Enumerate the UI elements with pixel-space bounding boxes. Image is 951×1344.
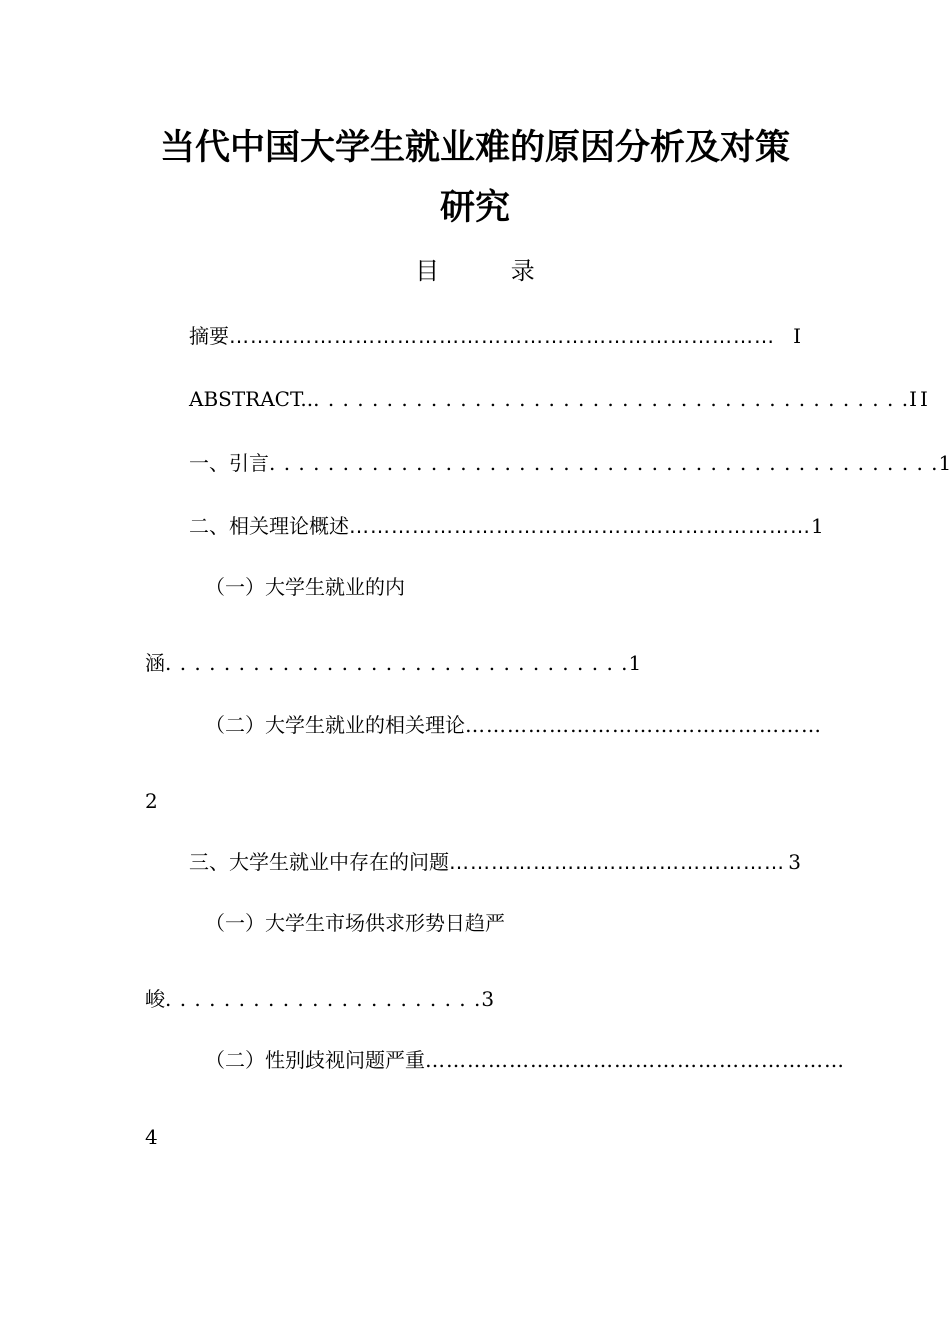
toc-leader-dots: …………………………………………… <box>465 713 822 737</box>
toc-entry-employment-theory-page[interactable] <box>145 788 158 814</box>
toc-entry-label: 三、大学生就业中存在的问题 <box>189 850 449 874</box>
toc-entry-gender-discrimination-page[interactable] <box>145 1124 158 1150</box>
toc-entry-label: （一）大学生市场供求形势日趋严 <box>205 911 505 935</box>
toc-page-number: 2 <box>145 789 158 813</box>
toc-page-number: 1 <box>811 514 824 538</box>
toc-entry-label: 二、相关理论概述 <box>189 514 349 538</box>
toc-page-number: 3 <box>788 850 801 874</box>
toc-entry-label: 摘要 <box>189 324 229 348</box>
toc-entry-supply-demand-cont[interactable] <box>145 986 494 1012</box>
toc-page-number: II <box>909 387 931 411</box>
toc-leader-dots: ………………………………………… <box>449 850 785 874</box>
toc-leader-dots: ………………………………………………………… <box>349 514 811 538</box>
toc-leader-dots: . . . . . . . . . . . . . . . . . . . . . . . . . . . . . . . . . . . . . . . . . <box>313 387 910 411</box>
toc-entry-introduction[interactable] <box>189 450 951 476</box>
document-title-line2: 研究 <box>439 188 510 228</box>
toc-entry-abstract-en[interactable] <box>189 386 931 412</box>
document-title-line1: 当代中国大学生就业难的原因分析及对策 <box>159 128 790 168</box>
toc-entry-label-cont: 涵 <box>145 651 165 675</box>
toc-leader-dots: …………………………………………………… <box>425 1048 845 1072</box>
toc-entry-label: ABSTRACT.. <box>189 387 314 411</box>
toc-page-number: 4 <box>145 1125 158 1149</box>
toc-leader-dots: . . . . . . . . . . . . . . . . . . . . . . . . . . . . . . . . . . . . . . . . . . . . . . <box>269 451 939 475</box>
toc-entry-label: （二）大学生就业的相关理论 <box>205 713 465 737</box>
toc-entry-label: 一、引言 <box>189 451 269 475</box>
toc-entry-employment-problems[interactable] <box>189 849 801 875</box>
toc-entry-label: （二）性别歧视问题严重 <box>205 1048 425 1072</box>
toc-entry-supply-demand[interactable] <box>205 910 505 936</box>
toc-heading: 目 录 <box>415 257 567 285</box>
toc-entry-employment-theory[interactable] <box>205 712 822 738</box>
toc-entry-gender-discrimination[interactable] <box>205 1047 845 1073</box>
toc-leader-dots: …………………………………………………………………… <box>229 324 775 348</box>
toc-leader-dots: . . . . . . . . . . . . . . . . . . . . . . . . . . . . . . . . <box>165 651 629 675</box>
toc-page-number: 1 <box>938 451 951 475</box>
toc-leader-dots: . . . . . . . . . . . . . . . . . . . . . . <box>165 987 482 1011</box>
toc-entry-label: （一）大学生就业的内 <box>205 575 405 599</box>
toc-entry-abstract-cn[interactable] <box>189 323 801 349</box>
toc-page-number: 1 <box>628 651 642 675</box>
toc-page-number: I <box>793 324 801 348</box>
toc-entry-employment-connotation-cont[interactable] <box>145 650 641 676</box>
toc-entry-theory-overview[interactable] <box>189 513 824 539</box>
toc-page-number: 3 <box>481 987 495 1011</box>
toc-entry-label-cont: 峻 <box>145 987 165 1011</box>
toc-entry-employment-connotation[interactable] <box>205 574 405 600</box>
